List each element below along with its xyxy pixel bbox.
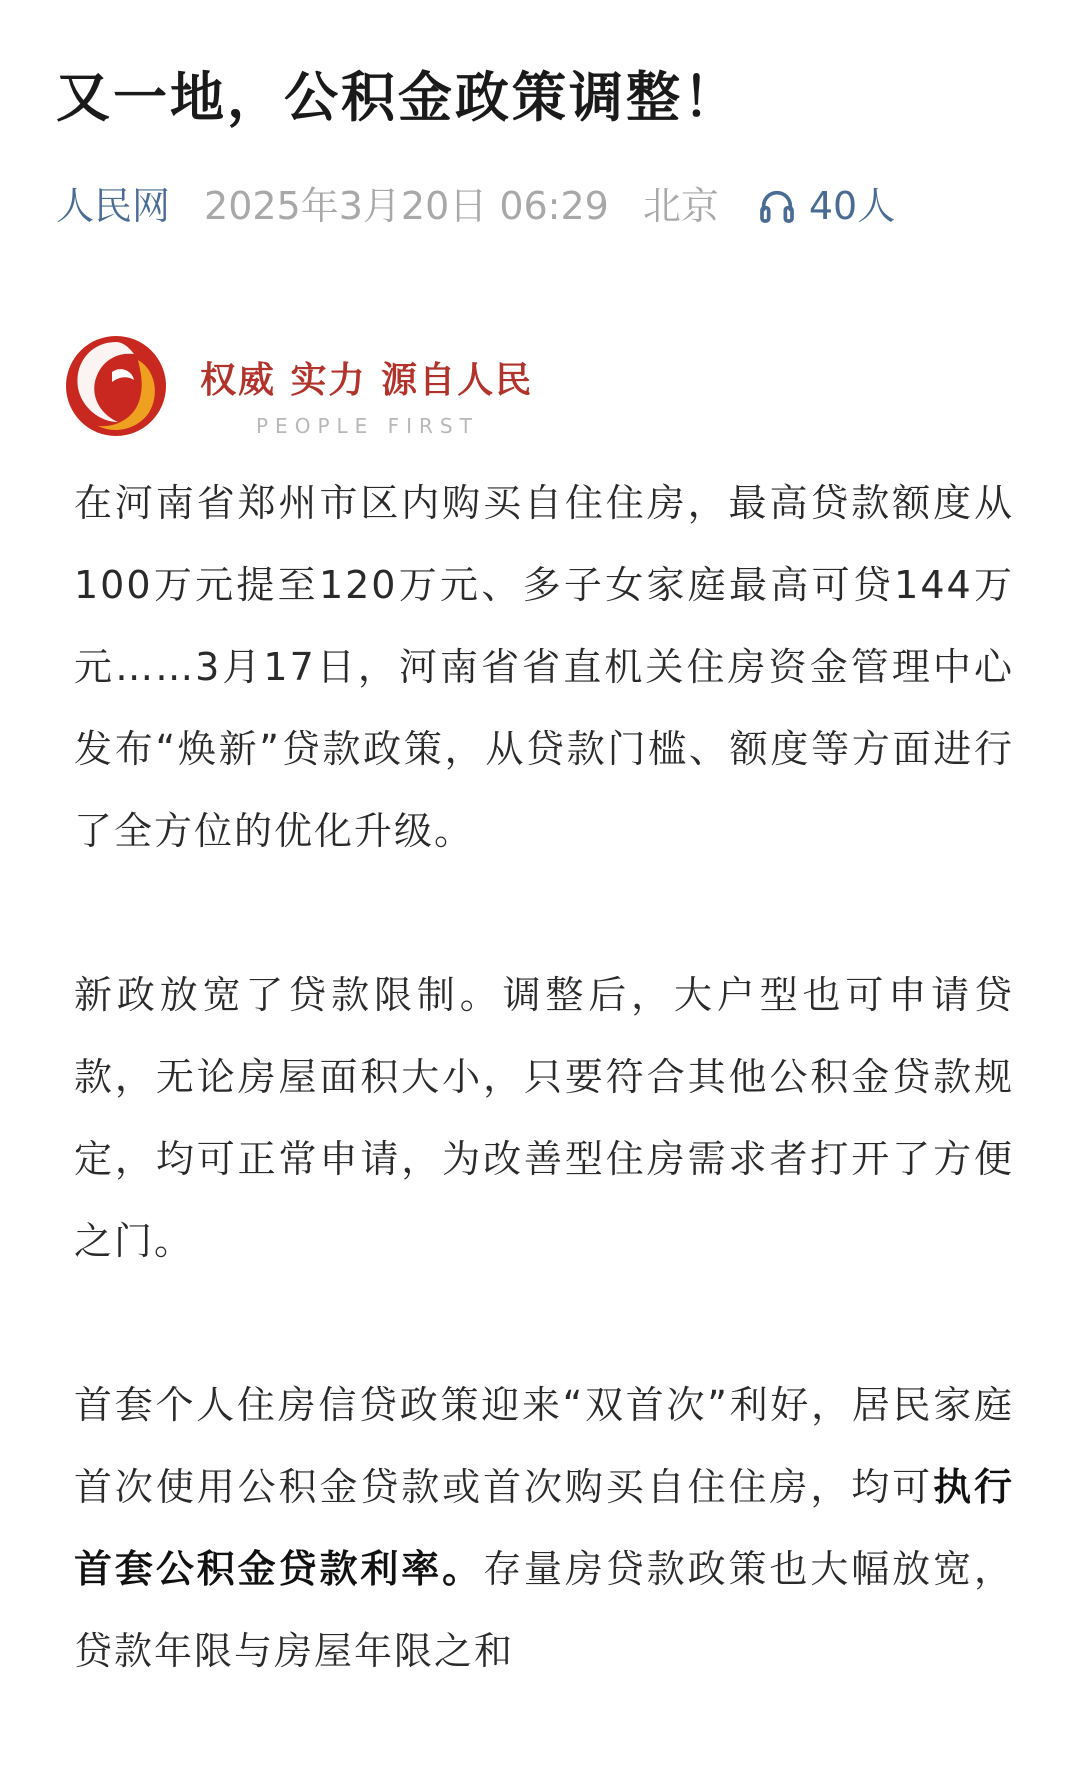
article-title: 又一地，公积金政策调整！: [56, 66, 740, 129]
paragraph-3-text-b: 存量房贷款政策也大幅放宽，贷款年限与房屋年限之和: [74, 1547, 1014, 1673]
paragraph-3: [74, 1364, 1014, 1692]
paragraph-3-emphasis: 执行首套公积金贷款利率。: [74, 1465, 1014, 1591]
paragraph-1: 在河南省郑州市区内购买自住住房，最高贷款额度从100万元提至120万元、多子女家庭最高可贷144万元……3月17日，河南省省直机关住房资金管理中心发布“焕新”贷款政策，从贷款门槛、额度等方面进行了全方位的优化升级。: [74, 481, 1014, 853]
source-link[interactable]: 人民网: [56, 184, 171, 228]
paragraph-3-text-a: 首套个人住房信贷政策迎来“双首次”利好，居民家庭首次使用公积金贷款或首次购买自住住房，均可: [74, 1383, 1014, 1509]
article-body: [74, 462, 1014, 1774]
brand-banner: [60, 330, 620, 454]
brand-slogan: 权威 实力 源自人民: [200, 359, 534, 401]
listen-button[interactable]: [757, 176, 895, 236]
headphones-icon: [757, 186, 797, 226]
paragraph-2: 新政放宽了贷款限制。调整后，大户型也可申请贷款，无论房屋面积大小，只要符合其他公积金贷款规定，均可正常申请，为改善型住房需求者打开了方便之门。: [74, 973, 1014, 1263]
publish-location: 北京: [642, 184, 719, 228]
article-meta: [56, 176, 895, 236]
people-daily-logo: [60, 330, 172, 442]
publish-date: 2025年3月20日 06:29: [204, 184, 609, 228]
listener-count: 40人: [808, 184, 896, 228]
brand-subtitle: PEOPLE FIRST: [256, 414, 479, 438]
